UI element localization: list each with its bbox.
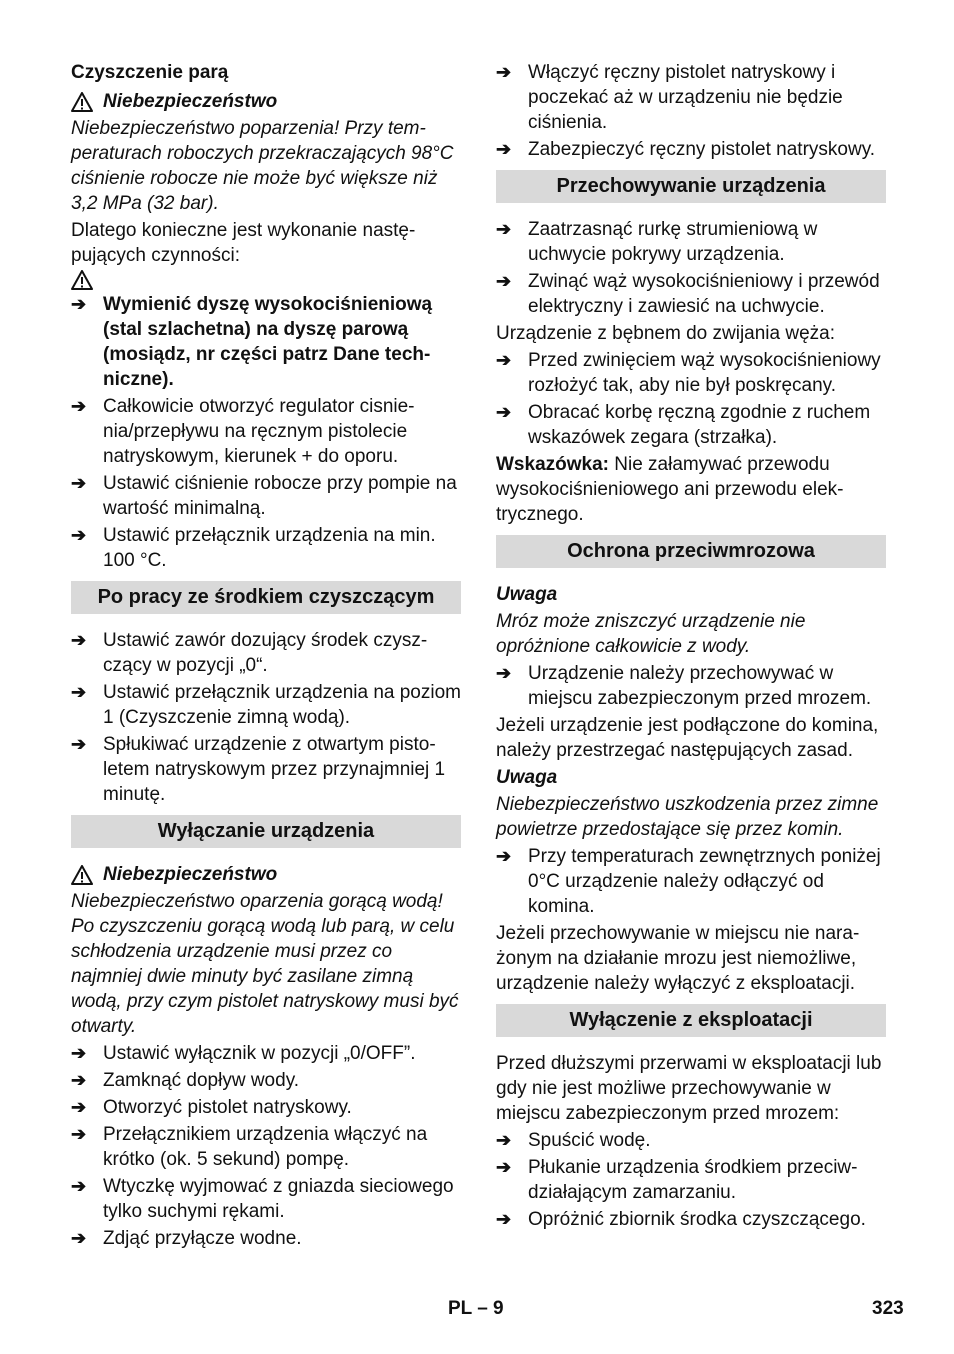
list-item [496, 269, 886, 319]
arrow-icon: ➔ [71, 1176, 87, 1196]
arrow-icon: ➔ [71, 294, 87, 314]
list-item-text: Ustawić wyłącznik w pozycji „0/OFF”. [103, 1043, 416, 1064]
steam-cleaning-heading: Czyszczenie parą [71, 62, 229, 83]
warning-triangle-icon [71, 865, 93, 885]
list-item [71, 628, 461, 678]
list-item [496, 1155, 886, 1205]
list-item-text: Przy temperaturach zewnętrznych poniżej 0°C urządzenie należy odłączyć od komina. [528, 846, 881, 917]
arrow-icon: ➔ [71, 525, 87, 545]
arrow-icon: ➔ [71, 1070, 87, 1090]
list-item-text: Spuścić wodę. [528, 1130, 651, 1151]
list-item [71, 1122, 461, 1172]
list-item [71, 732, 461, 807]
danger-notice-1 [71, 89, 461, 114]
list-item [71, 1068, 461, 1093]
section-header: Po pracy ze środkiem czyszczącym [71, 581, 461, 614]
list-item [496, 60, 886, 135]
list-item [71, 471, 461, 521]
paragraph: Jeżeli przechowywanie w miejscu nie narażonym na działanie mrozu jest niemożliwe, urządzenie należy wyłączyć z eksploatacji. [496, 923, 860, 994]
arrow-icon: ➔ [71, 734, 87, 754]
list-item [71, 1174, 461, 1224]
page-number: 323 [872, 1298, 904, 1319]
list-item [71, 680, 461, 730]
list-item-text: Ustawić zawór dozujący środek czyszczący w pozycji „0“. [103, 630, 428, 676]
paragraph: Urządzenie z bębnem do zwijania węża: [496, 323, 836, 344]
list-item-text: Ustawić przełącznik urządzenia na min. 100 °C. [103, 525, 436, 571]
arrow-icon: ➔ [496, 350, 512, 370]
list-item-text: Wtyczkę wyjmować z gniazda sieciowego tylko suchymi rękami. [103, 1176, 454, 1222]
arrow-icon: ➔ [496, 1209, 512, 1229]
danger-text: Niebezpieczeństwo oparzenia gorącą wodą! Po czyszczeniu gorącą wodą lub parą, w celu schłodzenia urządzenie musi przez co najmniej dwie minuty być zasilane zimną wodą, przy czym pistolet natryskowy musi być otwarty. [71, 891, 459, 1037]
caution-text: Mróz może zniszczyć urządzenie nie opróżnione całkowicie z wody. [496, 611, 806, 657]
list-item [71, 1095, 461, 1120]
arrow-icon: ➔ [496, 271, 512, 291]
paragraph: Jeżeli urządzenie jest podłączone do komina, należy przestrzegać następujących zasad. [496, 715, 879, 761]
arrow-icon: ➔ [71, 1228, 87, 1248]
arrow-icon: ➔ [496, 1130, 512, 1150]
warning-triangle-icon [71, 270, 93, 290]
section-header: Ochrona przeciwmrozowa [496, 535, 886, 568]
note-paragraph [496, 452, 886, 527]
list-item-text: Przed zwinięciem wąż wysokociśnieniowy rozłożyć tak, aby nie był poskręcany. [528, 350, 881, 396]
list-item-text: Zaatrzasnąć rurkę strumieniową w uchwycie pokrywy urządzenia. [528, 219, 818, 265]
list-item-text: Przełącznikiem urządzenia włączyć na krótko (ok. 5 sekund) pompę. [103, 1124, 428, 1170]
list-item [71, 292, 461, 392]
arrow-icon: ➔ [71, 682, 87, 702]
note-text: Nie załamywać przewodu wysokociśnieniowego ani przewodu elektrycznego. [496, 454, 844, 525]
list-item-text: Urządzenie należy przechowywać w miejscu zabezpieczonym przed mrozem. [528, 663, 872, 709]
list-item [496, 1128, 886, 1153]
arrow-icon: ➔ [71, 473, 87, 493]
arrow-icon: ➔ [496, 846, 512, 866]
arrow-icon: ➔ [71, 1124, 87, 1144]
list-item [496, 844, 886, 919]
list-item-text: Włączyć ręczny pistolet natryskowy i poczekać aż w urządzeniu nie będzie ciśnienia. [528, 62, 843, 133]
page-language-number: PL – 9 [448, 1298, 504, 1319]
arrow-icon: ➔ [496, 1157, 512, 1177]
arrow-icon: ➔ [496, 402, 512, 422]
list-item [71, 394, 461, 469]
list-item [496, 661, 886, 711]
section-header: Wyłączenie z eksploatacji [496, 1004, 886, 1037]
caution-text: Niebezpieczeństwo uszkodzenia przez zimne powietrze przedostające się przez komin. [496, 794, 879, 840]
list-item [496, 348, 886, 398]
section-header: Przechowywanie urządzenia [496, 170, 886, 203]
list-item-text: Opróżnić zbiornik środka czyszczącego. [528, 1209, 866, 1230]
standalone-warning [71, 270, 461, 290]
list-item-text: Zabezpieczyć ręczny pistolet natryskowy. [528, 139, 876, 160]
list-item [71, 1226, 461, 1251]
right-column [496, 60, 886, 1234]
list-item [71, 1041, 461, 1066]
list-item [496, 1207, 886, 1232]
list-item-text: Ustawić przełącznik urządzenia na poziom 1 (Czyszczenie zimną wodą). [103, 682, 461, 728]
note-label: Wskazówka: [496, 454, 609, 475]
list-item-text: Spłukiwać urządzenie z otwartym pistoletem natryskowym przez przynajmniej 1 minutę. [103, 734, 446, 805]
arrow-icon: ➔ [496, 663, 512, 683]
list-item [71, 523, 461, 573]
arrow-icon: ➔ [496, 139, 512, 159]
arrow-icon: ➔ [71, 1097, 87, 1117]
left-column [71, 60, 461, 1253]
arrow-icon: ➔ [71, 1043, 87, 1063]
section-header: Wyłączanie urządzenia [71, 815, 461, 848]
arrow-icon: ➔ [71, 396, 87, 416]
danger-text: Niebezpieczeństwo poparzenia! Przy temperaturach roboczych przekraczających 98°C ciśnienie robocze nie może być większe niż 3,2 MPa (32 bar). [71, 118, 454, 214]
list-item-text: Ustawić ciśnienie robocze przy pompie na wartość minimalną. [103, 473, 457, 519]
danger-label: Niebezpieczeństwo [103, 91, 278, 112]
caution-label: Uwaga [496, 584, 558, 605]
list-item-text: Otworzyć pistolet natryskowy. [103, 1097, 352, 1118]
caution-label: Uwaga [496, 767, 558, 788]
list-item-text: Wymienić dyszę wysokociśnieniową (stal szlachetna) na dyszę parową (mosiądz, nr części patrz Dane techniczne). [103, 294, 433, 390]
list-item-text: Zamknąć dopływ wody. [103, 1070, 300, 1091]
list-item-text: Zdjąć przyłącze wodne. [103, 1228, 302, 1249]
arrow-icon: ➔ [496, 219, 512, 239]
paragraph: Dlatego konieczne jest wykonanie następujących czynności: [71, 220, 416, 266]
arrow-icon: ➔ [496, 62, 512, 82]
list-item-text: Obracać korbę ręczną zgodnie z ruchem wskazówek zegara (strzałka). [528, 402, 871, 448]
arrow-icon: ➔ [71, 630, 87, 650]
list-item [496, 217, 886, 267]
danger-label: Niebezpieczeństwo [103, 864, 278, 885]
danger-notice-2 [71, 862, 461, 887]
list-item [496, 400, 886, 450]
list-item-text: Całkowicie otworzyć regulator cisnienia/przepływu na ręcznym pistolecie natryskowym, kierunek + do oporu. [103, 396, 415, 467]
paragraph: Przed dłuższymi przerwami w eksploatacji lub gdy nie jest możliwe przechowywanie w miejscu zabezpieczonym przed mrozem: [496, 1053, 882, 1124]
list-item-text: Płukanie urządzenia środkiem przeciwdziałającym zamarzaniu. [528, 1157, 858, 1203]
warning-triangle-icon [71, 92, 93, 112]
list-item [496, 137, 886, 162]
list-item-text: Zwinąć wąż wysokociśnieniowy i przewód elektryczny i zawiesić na uchwycie. [528, 271, 880, 317]
